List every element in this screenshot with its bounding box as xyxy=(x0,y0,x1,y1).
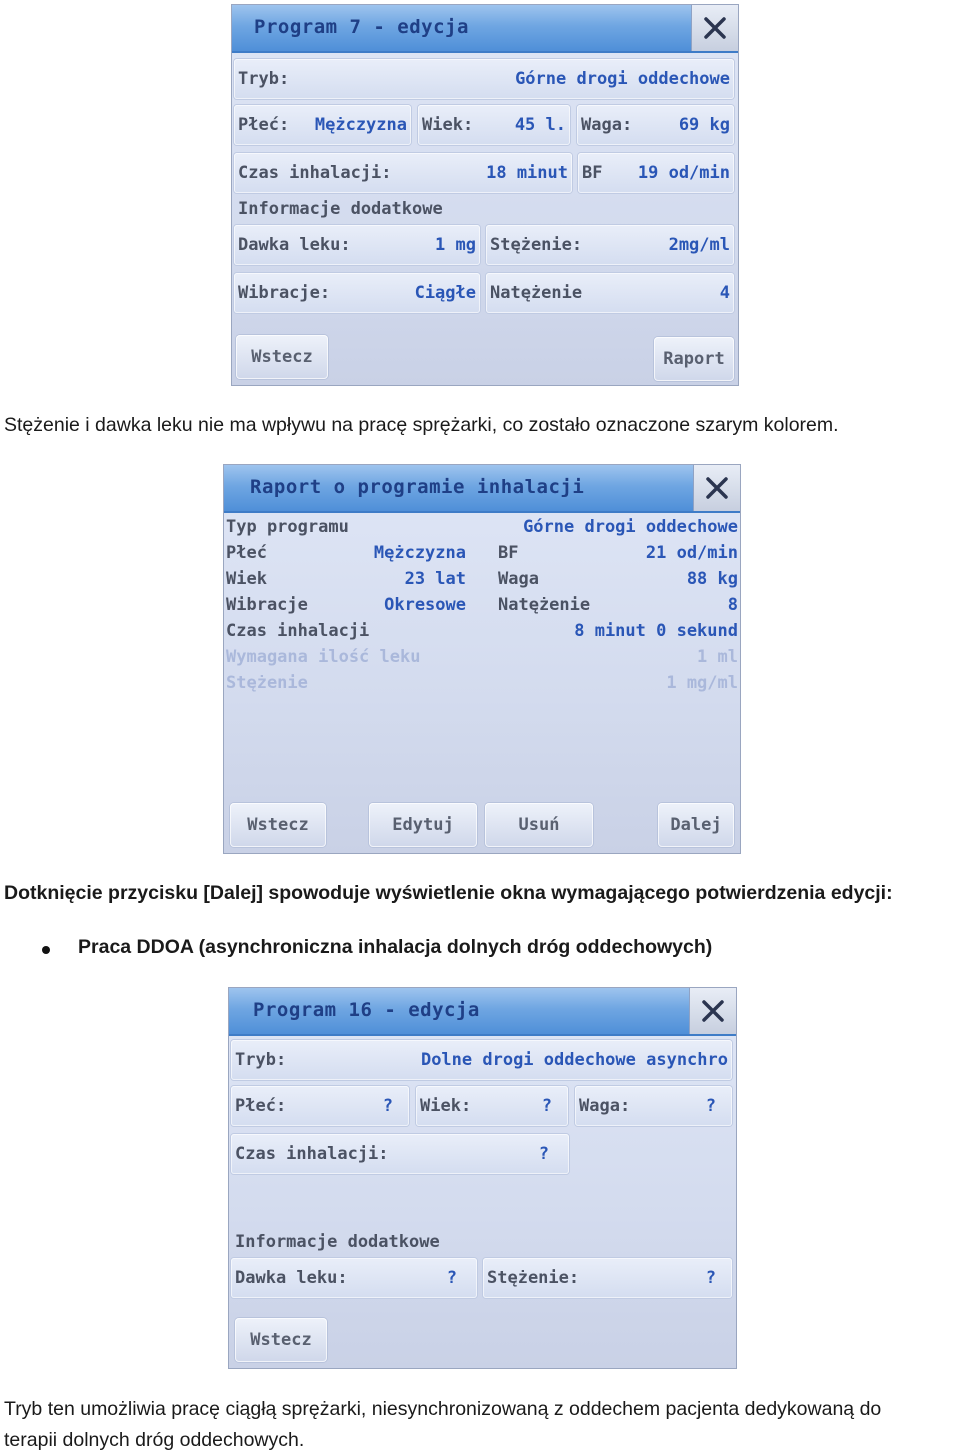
program-report-screen xyxy=(223,464,741,854)
back-button-label: Wstecz xyxy=(250,1330,312,1350)
sex-label: Płeć: xyxy=(238,115,290,135)
weight-value: ? xyxy=(705,1096,716,1116)
inhalation-time-label: Czas inhalacji: xyxy=(238,163,392,183)
program-type-value: Górne drogi oddechowe xyxy=(523,517,738,537)
dose-label: Dawka leku: xyxy=(235,1268,348,1288)
report-button[interactable] xyxy=(654,337,734,381)
sex-value: ? xyxy=(382,1096,393,1116)
mode-field[interactable] xyxy=(231,1040,732,1080)
caption-ddoa-description-line2: terapii dolnych dróg oddechowych. xyxy=(4,1429,305,1451)
close-button[interactable] xyxy=(693,465,740,511)
title-bar xyxy=(232,5,738,53)
weight-label: Waga: xyxy=(581,115,633,135)
caption-concentration-note: Stężenie i dawka leku nie ma wpływu na pracę sprężarki, co zostało oznaczone szarym kolorem. xyxy=(4,414,839,436)
bf-value: 19 od/min xyxy=(637,163,730,183)
bullet-text: Praca DDOA (asynchroniczna inhalacja dolnych dróg oddechowych) xyxy=(78,936,713,958)
weight-label: Waga xyxy=(498,569,539,589)
vibration-label: Wibracje: xyxy=(238,283,331,303)
weight-field[interactable] xyxy=(575,1086,732,1126)
concentration-field[interactable] xyxy=(486,225,734,265)
back-button-label: Wstecz xyxy=(247,815,309,835)
title-bar xyxy=(229,988,736,1036)
back-button[interactable] xyxy=(236,335,328,379)
concentration-value: ? xyxy=(705,1268,716,1288)
sex-value: Mężczyzna xyxy=(373,543,466,563)
concentration-value: 1 mg/ml xyxy=(666,673,738,693)
dose-field[interactable] xyxy=(231,1258,477,1298)
bf-field[interactable] xyxy=(578,153,734,193)
program-edit-screen xyxy=(231,4,739,386)
sex-field[interactable] xyxy=(231,1086,409,1126)
window-title: Program 16 - edycja xyxy=(253,999,480,1021)
mode-label: Tryb: xyxy=(235,1050,287,1070)
dose-value: 1 mg xyxy=(435,235,476,255)
caption-next-confirmation: Dotknięcie przycisku [Dalej] spowoduje wyświetlenie okna wymagającego potwierdzenia edycji: xyxy=(4,882,893,904)
mode-value: Dolne drogi oddechowe asynchro xyxy=(420,1050,728,1070)
weight-value: 88 kg xyxy=(686,569,738,589)
vibration-field[interactable] xyxy=(234,273,480,313)
required-dose-value: 1 ml xyxy=(697,647,738,667)
back-button[interactable] xyxy=(235,1318,327,1362)
intensity-value: 4 xyxy=(719,283,730,303)
intensity-label: Natężenie xyxy=(498,595,591,615)
concentration-field[interactable] xyxy=(483,1258,732,1298)
report-button-label: Raport xyxy=(663,349,725,369)
caption-ddoa-description-line1: Tryb ten umożliwia pracę ciągłą sprężarki, niesynchronizowaną z oddechem pacjenta dedykowaną do xyxy=(4,1398,882,1420)
age-value: 23 lat xyxy=(404,569,466,589)
bullet-point xyxy=(42,946,50,954)
mode-value: Górne drogi oddechowe xyxy=(515,69,730,89)
age-label: Wiek: xyxy=(420,1096,472,1116)
vibration-value: Ciągłe xyxy=(414,283,476,303)
back-button[interactable] xyxy=(230,803,326,847)
additional-info-label: Informacje dodatkowe xyxy=(238,199,443,219)
intensity-field[interactable] xyxy=(486,273,734,313)
title-bar xyxy=(224,465,740,513)
next-button[interactable] xyxy=(658,803,734,847)
vibration-value: Okresowe xyxy=(384,595,466,615)
sex-label: Płeć xyxy=(226,543,267,563)
inhalation-time-field[interactable] xyxy=(231,1134,569,1174)
concentration-label: Stężenie xyxy=(226,673,308,693)
close-icon xyxy=(703,16,727,40)
concentration-label: Stężenie: xyxy=(487,1268,580,1288)
dose-label: Dawka leku: xyxy=(238,235,351,255)
close-button[interactable] xyxy=(691,5,738,51)
back-button-label: Wstecz xyxy=(251,347,313,367)
next-button-label: Dalej xyxy=(670,815,722,835)
inhalation-time-value: ? xyxy=(538,1144,549,1164)
required-dose-label: Wymagana ilość leku xyxy=(226,647,421,667)
close-icon xyxy=(705,476,729,500)
close-button[interactable] xyxy=(689,988,736,1034)
inhalation-time-label: Czas inhalacji xyxy=(226,621,370,641)
age-value: 45 l. xyxy=(514,115,566,135)
intensity-value: 8 xyxy=(727,595,738,615)
delete-button-label: Usuń xyxy=(518,815,560,835)
bf-label: BF xyxy=(498,543,519,563)
window-title: Program 7 - edycja xyxy=(254,16,469,38)
edit-button[interactable] xyxy=(369,803,477,847)
additional-info-label: Informacje dodatkowe xyxy=(235,1232,440,1252)
age-value: ? xyxy=(541,1096,552,1116)
dose-field[interactable] xyxy=(234,225,480,265)
inhalation-time-value: 8 minut 0 sekund xyxy=(574,621,738,641)
age-label: Wiek xyxy=(226,569,267,589)
concentration-label: Stężenie: xyxy=(490,235,583,255)
edit-button-label: Edytuj xyxy=(392,815,454,835)
bf-value: 21 od/min xyxy=(645,543,738,563)
concentration-value: 2mg/ml xyxy=(668,235,730,255)
age-field[interactable] xyxy=(418,105,570,145)
mode-label: Tryb: xyxy=(238,69,290,89)
program-type-label: Typ programu xyxy=(226,517,349,537)
sex-label: Płeć: xyxy=(235,1096,287,1116)
weight-value: 69 kg xyxy=(678,115,730,135)
dose-value: ? xyxy=(446,1268,457,1288)
close-icon xyxy=(701,999,725,1023)
sex-value: Mężczyzna xyxy=(314,115,407,135)
window-title: Raport o programie inhalacji xyxy=(250,476,585,498)
age-label: Wiek: xyxy=(422,115,474,135)
inhalation-time-label: Czas inhalacji: xyxy=(235,1144,389,1164)
sex-field[interactable] xyxy=(234,105,411,145)
program-edit-screen-ddoa xyxy=(228,987,737,1369)
weight-label: Waga: xyxy=(579,1096,631,1116)
intensity-label: Natężenie xyxy=(490,283,583,303)
vibration-label: Wibracje xyxy=(226,595,308,615)
age-field[interactable] xyxy=(416,1086,568,1126)
mode-field[interactable] xyxy=(234,59,734,99)
weight-field[interactable] xyxy=(577,105,734,145)
inhalation-time-value: 18 minut xyxy=(486,163,568,183)
inhalation-time-field[interactable] xyxy=(234,153,572,193)
bf-label: BF xyxy=(582,163,603,183)
delete-button[interactable] xyxy=(485,803,593,847)
